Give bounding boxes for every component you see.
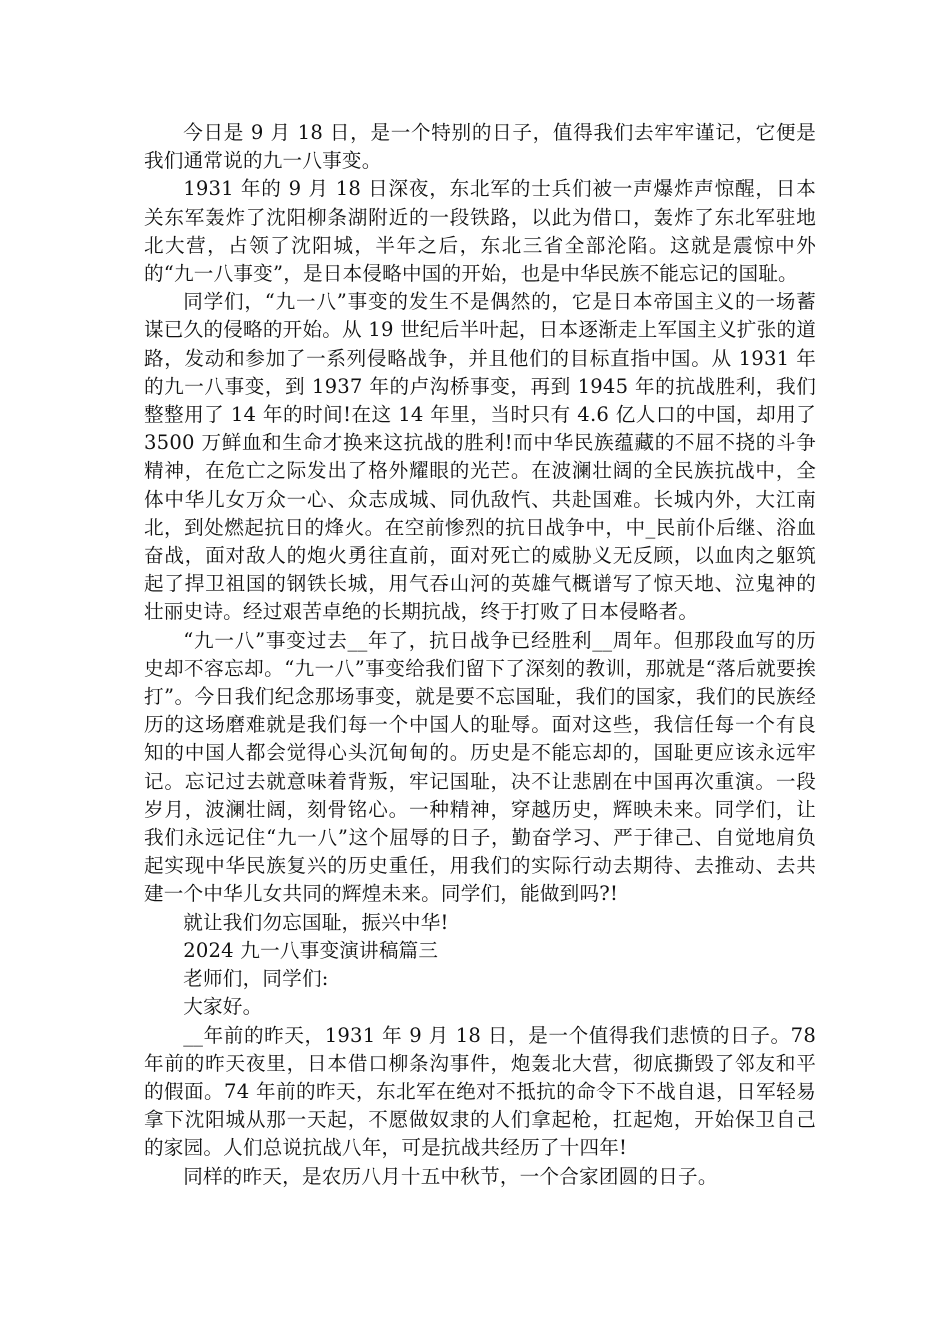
paragraph: 今日是 9 月 18 日，是一个特别的日子，值得我们去牢牢谨记，它便是我们通常说的九一八事变。: [144, 121, 816, 173]
paragraph: 同学们，“九一八”事变的发生不是偶然的，它是日本帝国主义的一场蓄谋已久的侵略的开始。从 19 世纪后半叶起，日本逐渐走上军国主义扩张的道路，发动和参加了一系列侵略战争，并且他们的目标直指中国。从 1931 年的九一八事变，到 1937 年的卢沟桥事变，再到 1945 年的抗战胜利，我们整整用了 14 年的时间!在这 14 年里，当时只有 4.6 亿人口的中国，却用了 3500 万鲜血和生命才换来这抗战的胜利!而中华民族蕴藏的不屈不挠的斗争精神，在危亡之际发出了格外耀眼的光芒。在波澜壮阔的全民族抗战中，全体中华儿女万众一心、众志成城、同仇敌忾、共赴国难。长城内外，大江南北，到处燃起抗日的烽火。在空前惨烈的抗日战争中，中_民前仆后继、浴血奋战，面对敌人的炮火勇往直前，面对死亡的威胁义无反顾，以血肉之躯筑起了捍卫祖国的钢铁长城，用气吞山河的英雄气概谱写了惊天地、泣鬼神的壮丽史诗。经过艰苦卓绝的长期抗战，终于打败了日本侵略者。: [144, 290, 816, 624]
paragraph: 就让我们勿忘国耻，振兴中华!: [183, 910, 449, 934]
paragraph: __年前的昨天，1931 年 9 月 18 日，是一个值得我们悲愤的日子。78 年前的昨天夜里，日本借口柳条沟事件，炮轰北大营，彻底撕毁了邻友和平的假面。74 年前的昨天，东北军在绝对不抵抗的命令下不战自退，日军轻易拿下沈阳城从那一天起，不愿做奴隶的人们拿起枪，扛起炮，开始保卫自己的家园。人们总说抗战八年，可是抗战共经历了十四年!: [144, 1023, 816, 1160]
section-title: 2024 九一八事变演讲稿篇三: [183, 938, 439, 962]
document-body: [144, 119, 816, 1191]
paragraph: 1931 年的 9 月 18 日深夜，东北军的士兵们被一声爆炸声惊醒，日本关东军轰炸了沈阳柳条湖附近的一段铁路，以此为借口，轰炸了东北军驻地北大营，占领了沈阳城，半年之后，东北三省全部沦陷。这就是震惊中外的“九一八事变”，是日本侵略中国的开始，也是中华民族不能忘记的国耻。: [144, 177, 816, 286]
salutation: 老师们，同学们:: [183, 967, 329, 991]
paragraph: “九一八”事变过去__年了，抗日战争已经胜利__周年。但那段血写的历史却不容忘却。“九一八”事变给我们留下了深刻的教训，那就是“落后就要挨打”。今日我们纪念那场事变，就是要不忘国耻，我们的国家，我们的民族经历的这场磨难就是我们每一个中国人的耻辱。面对这些，我信任每一个有良知的中国人都会觉得心头沉甸甸的。历史是不能忘却的，国耻更应该永远牢记。忘记过去就意味着背叛，牢记国耻，决不让悲剧在中国再次重演。一段岁月，波澜壮阔，刻骨铭心。一种精神，穿越历史，辉映未来。同学们，让我们永远记住“九一八”这个屈辱的日子，勤奋学习、严于律己、自觉地肩负起实现中华民族复兴的历史重任，用我们的实际行动去期待、去推动、去共建一个中华儿女共同的辉煌未来。同学们，能做到吗?!: [144, 628, 816, 906]
greeting: 大家好。: [183, 995, 263, 1019]
paragraph: 同样的昨天，是农历八月十五中秋节，一个合家团圆的日子。: [183, 1164, 718, 1188]
